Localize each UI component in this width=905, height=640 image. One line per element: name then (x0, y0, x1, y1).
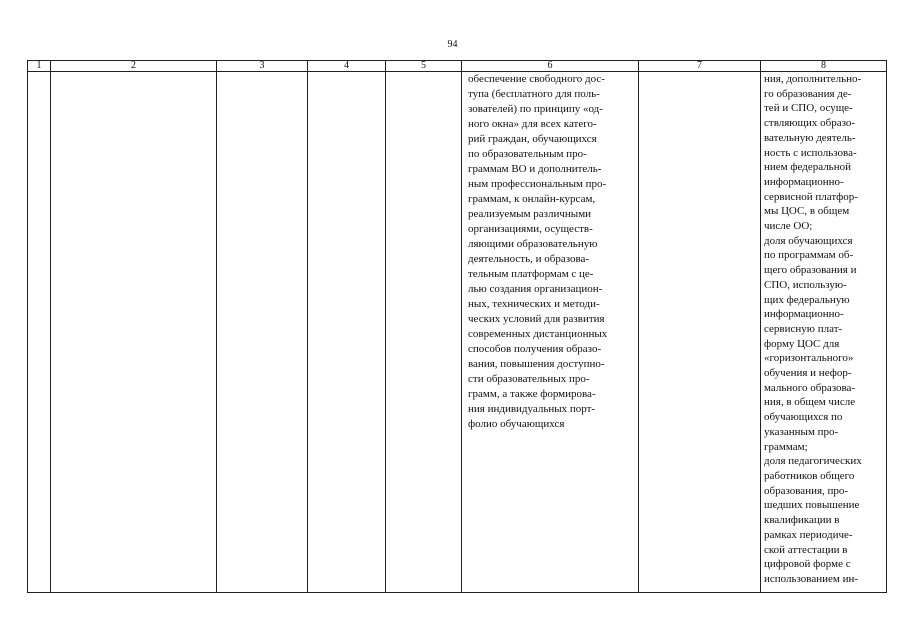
column-header-8: 8 (761, 61, 887, 72)
column-header-7: 7 (639, 61, 761, 72)
column-header-3: 3 (217, 61, 308, 72)
cell-col8-text: ния, дополнительно- го образования де- тей и СПО, осуще- ствляющих образо- вательную деятель- ность с использова- нием федеральной информационно- сервисной платфор- мы ЦОС, в общем числе ОО; доля обучающихся по программам об- щего образования и СПО, использую- щих федеральную информационно- сервисную плат- форму ЦОС для «горизонтального» обучения и нефор- мального образова- ния, в общем числе обучающихся по указанным про- граммам; доля педагогических работников общего образования, про- шедших повышение квалификации в рамках периодиче- ской аттестации в цифровой форме с использованием ин- (764, 73, 862, 585)
cell-col4 (308, 72, 386, 593)
cell-col2 (51, 72, 217, 593)
page-number: 94 (447, 39, 458, 50)
cell-col8 (761, 72, 887, 593)
column-header-2: 2 (51, 61, 217, 72)
cell-col6-text: обеспечение свободного дос- тупа (бесплатного для поль- зователей) по принципу «од- ного окна» для всех катего- рий граждан, обучающихся по образовательным про- граммам ВО и дополнитель- ным профессиональным про- граммам, к онлайн-курсам, реализуемым различными организациями, осуществ- ляющими образовательную деятельность, и образова- тельным платформам с це- лью создания организацион- ных, технических и методи- ческих условий для развития современных дистанционных способов получения образо- вания, повышения доступно- сти образовательных про- грамм, а также формирова- ния индивидуальных порт- фолио обучающихся (468, 73, 608, 430)
cell-col1 (28, 72, 51, 593)
column-header-5: 5 (386, 61, 462, 72)
cell-col7 (639, 72, 761, 593)
cell-col3 (217, 72, 308, 593)
column-header-6: 6 (462, 61, 639, 72)
table-row (28, 72, 887, 593)
cell-col6 (462, 72, 639, 593)
column-header-1: 1 (28, 61, 51, 72)
column-number-row (28, 61, 887, 72)
column-header-4: 4 (308, 61, 386, 72)
document-table (27, 60, 887, 593)
cell-col5 (386, 72, 462, 593)
